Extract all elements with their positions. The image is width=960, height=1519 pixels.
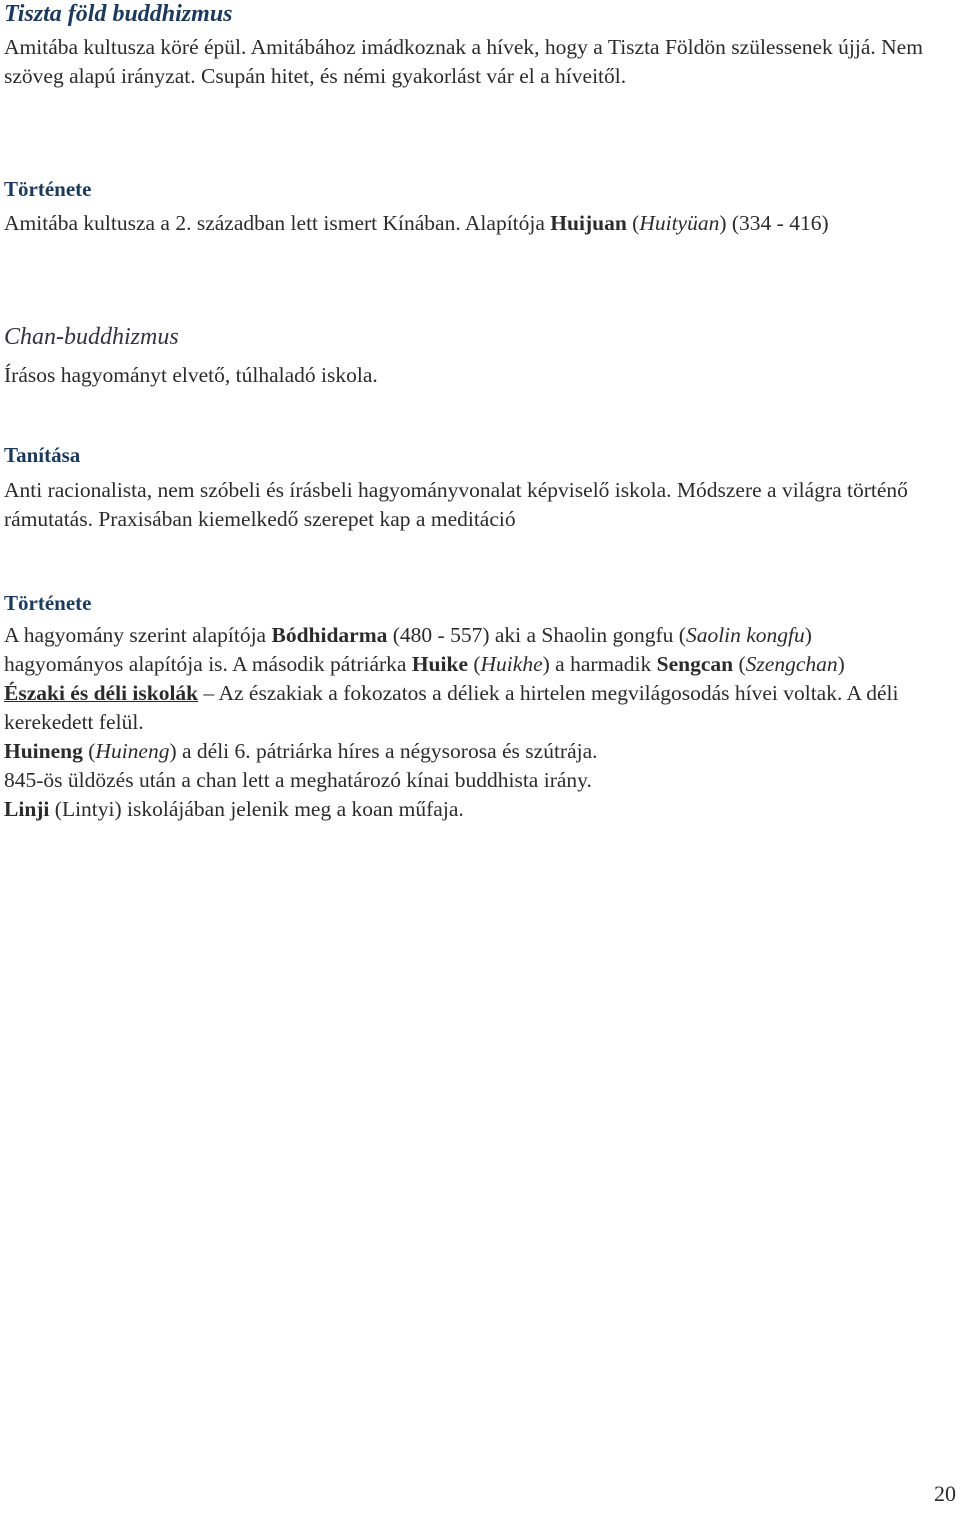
huineng-paragraph bbox=[4, 737, 934, 766]
section-title-chan: Chan-buddhizmus bbox=[4, 324, 179, 350]
section-title-pure-land: Tiszta föld buddhizmus bbox=[4, 1, 233, 27]
history-text: Amitába kultusza a 2. században lett ismert Kínában. Alapítója bbox=[4, 211, 551, 235]
pure-land-history bbox=[4, 209, 934, 238]
founder-name: Huijuan bbox=[550, 211, 627, 235]
history-text: ( bbox=[467, 652, 481, 676]
persecution-paragraph: 845-ös üldözés után a chan lett a meghatározó kínai buddhista irány. bbox=[4, 768, 592, 792]
history-text: ) (334 - 416) bbox=[719, 211, 829, 235]
chan-history bbox=[4, 621, 934, 824]
schools-paragraph bbox=[4, 679, 934, 737]
chan-intro: Írásos hagyományt elvető, túlhaladó iskola. bbox=[4, 363, 378, 387]
patriarch-name: Sengcan bbox=[656, 652, 734, 676]
alt-name: Szengchan bbox=[745, 652, 838, 676]
founder-alt-name: Huityüan bbox=[639, 211, 720, 235]
patriarch-name: Bódhidarma bbox=[271, 623, 388, 647]
alt-name: Saolin kongfu bbox=[685, 623, 805, 647]
history-text: ( bbox=[82, 739, 96, 763]
chan-history-title: Története bbox=[4, 591, 92, 615]
alt-name: Huineng bbox=[95, 739, 170, 763]
chan-history-paragraph bbox=[4, 621, 934, 679]
chan-teaching: Anti racionalista, nem szóbeli és írásbeli hagyományvonalat képviselő iskola. Módszere a világra történő rámutatás. Praxisában kiemelkedő szerepet kap a meditáció bbox=[4, 478, 908, 531]
pure-land-history-title: Története bbox=[4, 177, 92, 201]
schools-term: Északi és déli iskolák bbox=[4, 681, 199, 705]
patriarch-name: Huike bbox=[411, 652, 468, 676]
history-text: ) hagyományos alapítója is. A második pátriárka bbox=[4, 623, 812, 676]
history-text: (Lintyi) iskolájában jelenik meg a koan műfaja. bbox=[49, 797, 464, 821]
page-number: 20 bbox=[934, 1481, 956, 1506]
schools-text: – Az északiak a fokozatos a déliek a hirtelen megvilágosodás hívei voltak. A déli kerekedett felül. bbox=[4, 681, 899, 734]
history-text: A hagyomány szerint alapítója bbox=[4, 623, 272, 647]
chan-teaching-title: Tanítása bbox=[4, 443, 81, 467]
linji-paragraph bbox=[4, 795, 934, 824]
history-text: ) a déli 6. pátriárka híres a négysorosa és szútrája. bbox=[169, 739, 598, 763]
history-text: ( bbox=[626, 211, 640, 235]
alt-name: Huikhe bbox=[480, 652, 543, 676]
pure-land-intro: Amitába kultusza köré épül. Amitábához imádkoznak a hívek, hogy a Tiszta Földön szülessenek újjá. Nem szöveg alapú irányzat. Csupán hitet, és némi gyakorlást vár el a híveitől. bbox=[4, 35, 923, 88]
history-text: ) a harmadik bbox=[542, 652, 657, 676]
history-text: (480 - 557) aki a Shaolin gongfu ( bbox=[387, 623, 686, 647]
school-founder-name: Linji bbox=[4, 797, 50, 821]
history-text: ) bbox=[837, 652, 845, 676]
patriarch-name: Huineng bbox=[4, 739, 83, 763]
history-text: ( bbox=[733, 652, 746, 676]
